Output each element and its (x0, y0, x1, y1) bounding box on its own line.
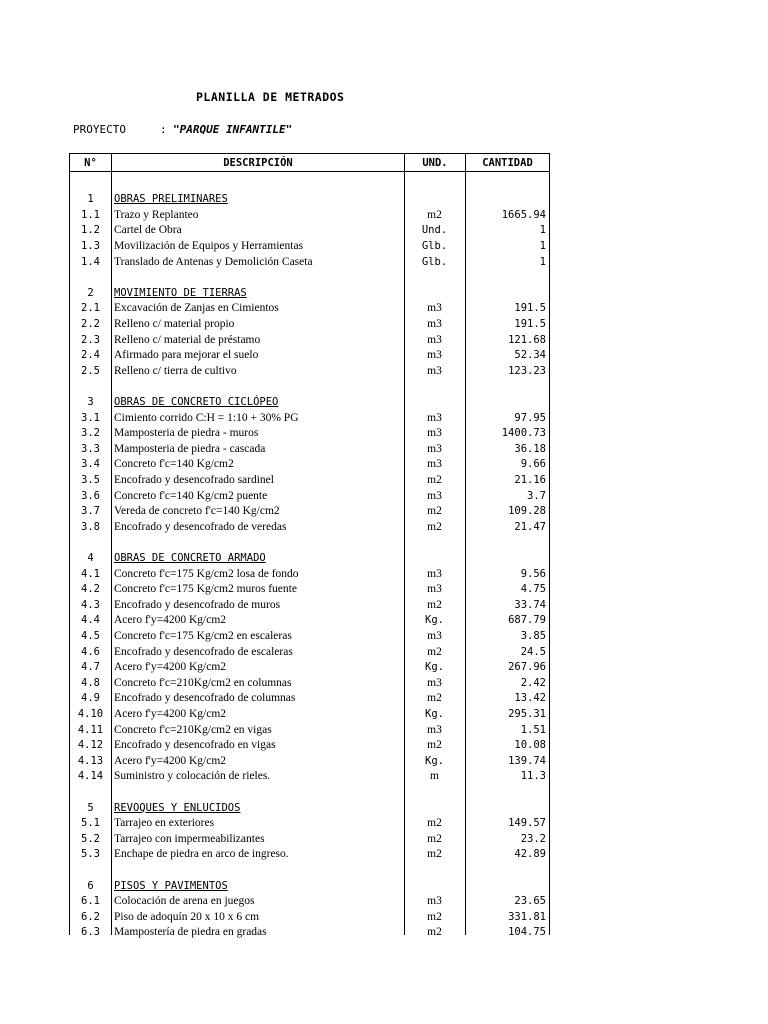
item-unit: m2 (427, 926, 442, 939)
item-number: 3.6 (81, 489, 100, 502)
item-quantity: 139.74 (508, 754, 546, 767)
section-row (70, 551, 549, 567)
item-description: Tarrajeo en exteriores (114, 817, 215, 830)
item-description: Concreto f'c=210Kg/cm2 en vigas (114, 723, 272, 736)
item-quantity: 687.79 (508, 614, 546, 627)
item-description: Acero f'y=4200 Kg/cm2 (114, 754, 227, 767)
item-unit: m3 (427, 676, 442, 689)
table-row (70, 333, 549, 349)
item-number: 2.4 (81, 349, 100, 362)
item-number: 1.1 (81, 208, 100, 221)
item-number: 4.7 (81, 661, 100, 674)
item-quantity: 23.65 (514, 895, 546, 908)
table-row (70, 754, 549, 770)
item-quantity: 109.28 (508, 505, 546, 518)
item-number: 2.3 (81, 333, 100, 346)
item-description: Encofrado y desencofrado en vigas (114, 739, 276, 752)
item-number: 4.1 (81, 567, 100, 580)
section-title: OBRAS DE CONCRETO ARMADO (114, 551, 266, 564)
project-colon: : (160, 123, 167, 136)
item-quantity: 33.74 (514, 598, 546, 611)
item-unit: Kg. (425, 661, 444, 674)
item-unit: Glb. (421, 239, 448, 252)
item-description: Afirmado para mejorar el suelo (114, 349, 259, 362)
item-number: 1 (87, 193, 94, 206)
section-row (70, 879, 549, 895)
item-description: Relleno c/ material propio (114, 317, 235, 330)
item-unit: m2 (427, 832, 442, 845)
item-number: 1.3 (81, 239, 100, 252)
item-unit: m3 (427, 364, 442, 377)
item-quantity: 3.85 (520, 629, 546, 642)
item-quantity: 42.89 (514, 848, 546, 861)
blank-row (70, 535, 549, 551)
item-number: 3.2 (81, 427, 100, 440)
project-label: PROYECTO (73, 123, 126, 136)
item-number: 1.4 (81, 255, 100, 268)
item-quantity: 191.5 (514, 302, 546, 315)
item-unit: m2 (427, 473, 442, 486)
table-row (70, 582, 549, 598)
item-number: 4.6 (81, 645, 100, 658)
section-row (70, 192, 549, 208)
item-description: Vereda de concreto f'c=140 Kg/cm2 (114, 505, 280, 518)
item-unit: m3 (427, 895, 442, 908)
item-description: Piso de adoquín 20 x 10 x 6 cm (114, 910, 260, 923)
document-title: PLANILLA DE METRADOS (196, 90, 345, 104)
table-row (70, 613, 549, 629)
header-quantity: CANTIDAD (482, 157, 533, 169)
item-quantity: 104.75 (508, 926, 546, 939)
item-unit: m3 (427, 349, 442, 362)
item-quantity: 2.42 (520, 676, 546, 689)
item-quantity: 1665.94 (501, 208, 546, 221)
section-title: OBRAS DE CONCRETO CICLÓPEO (114, 395, 279, 408)
item-description: Concreto f'c=175 Kg/cm2 en escaleras (114, 629, 292, 642)
metrados-table (69, 153, 550, 939)
blank-row (70, 785, 549, 801)
item-unit: m2 (427, 520, 442, 533)
item-quantity: 9.56 (520, 567, 546, 580)
item-description: Trazo y Replanteo (114, 208, 199, 221)
item-unit: m3 (427, 458, 442, 471)
table-row (70, 223, 549, 239)
blank-row (70, 177, 549, 193)
item-quantity: 1 (539, 255, 546, 268)
item-quantity: 121.68 (508, 333, 546, 346)
item-unit: m2 (427, 817, 442, 830)
item-description: Mamposteria de piedra - cascada (114, 442, 266, 455)
item-number: 3.7 (81, 505, 100, 518)
item-unit: m3 (427, 317, 442, 330)
section-title: PISOS Y PAVIMENTOS (114, 879, 228, 892)
item-number: 4.11 (77, 723, 104, 736)
item-unit: m3 (427, 567, 442, 580)
item-unit: m3 (427, 629, 442, 642)
item-description: Encofrado y desencofrado de escaleras (114, 645, 293, 658)
item-quantity: 1 (539, 224, 546, 237)
item-number: 3.3 (81, 442, 100, 455)
item-number: 1.2 (81, 224, 100, 237)
item-quantity: 21.16 (514, 473, 546, 486)
item-number: 4.8 (81, 676, 100, 689)
item-description: Encofrado y desencofrado sardinel (114, 473, 274, 486)
table-row (70, 520, 549, 536)
section-title: MOVIMIENTO DE TIERRAS (114, 286, 247, 299)
item-quantity: 13.42 (514, 692, 546, 705)
blank-row (70, 270, 549, 286)
item-number: 6 (87, 879, 94, 892)
item-unit: m3 (427, 427, 442, 440)
table-row (70, 489, 549, 505)
item-unit: m2 (427, 645, 442, 658)
blank-row (70, 379, 549, 395)
blank-row (70, 863, 549, 879)
item-unit: m2 (427, 692, 442, 705)
table-row (70, 208, 549, 224)
item-quantity: 52.34 (514, 349, 546, 362)
item-quantity: 1.51 (520, 723, 546, 736)
item-unit: Und. (421, 224, 448, 237)
item-quantity: 1400.73 (501, 427, 546, 440)
item-description: Encofrado y desencofrado de veredas (114, 520, 287, 533)
item-quantity: 4.75 (520, 583, 546, 596)
item-quantity: 1 (539, 239, 546, 252)
item-number: 3 (87, 395, 94, 408)
table-row (70, 769, 549, 785)
item-quantity: 9.66 (520, 458, 546, 471)
table-row (70, 645, 549, 661)
item-number: 6.2 (81, 910, 100, 923)
item-quantity: 331.81 (508, 910, 546, 923)
table-row (70, 504, 549, 520)
table-row (70, 598, 549, 614)
item-number: 4.13 (77, 754, 104, 767)
item-description: Enchape de piedra en arco de ingreso. (114, 848, 289, 861)
item-unit: m3 (427, 583, 442, 596)
section-row (70, 395, 549, 411)
item-number: 3.8 (81, 520, 100, 533)
item-description: Acero f'y=4200 Kg/cm2 (114, 707, 227, 720)
item-number: 5.1 (81, 817, 100, 830)
item-description: Acero f'y=4200 Kg/cm2 (114, 614, 227, 627)
item-number: 3.5 (81, 473, 100, 486)
table-row (70, 847, 549, 863)
item-number: 4.10 (77, 707, 104, 720)
item-quantity: 97.95 (514, 411, 546, 424)
item-number: 2 (87, 286, 94, 299)
table-row (70, 925, 549, 941)
item-number: 3.1 (81, 411, 100, 424)
table-row (70, 832, 549, 848)
item-number: 5 (87, 801, 94, 814)
item-description: Relleno c/ tierra de cultivo (114, 364, 237, 377)
item-number: 4.12 (77, 739, 104, 752)
item-number: 5.2 (81, 832, 100, 845)
item-unit: m2 (427, 739, 442, 752)
item-quantity: 24.5 (520, 645, 546, 658)
item-description: Cartel de Obra (114, 224, 182, 237)
item-number: 3.4 (81, 458, 100, 471)
header-unit: UND. (422, 157, 448, 169)
item-description: Encofrado y desencofrado de muros (114, 598, 281, 611)
item-description: Mamposteria de piedra - muros (114, 427, 259, 440)
item-description: Concreto f'c=175 Kg/cm2 losa de fondo (114, 567, 299, 580)
section-title: OBRAS PRELIMINARES (114, 193, 228, 206)
item-quantity: 149.57 (508, 817, 546, 830)
item-unit: m (430, 770, 439, 783)
item-number: 4.5 (81, 629, 100, 642)
table-row (70, 255, 549, 271)
item-description: Excavación de Zanjas en Cimientos (114, 302, 279, 315)
table-row (70, 239, 549, 255)
item-unit: Kg. (425, 614, 444, 627)
item-unit: m3 (427, 489, 442, 502)
project-name: "PARQUE INFANTILE" (173, 123, 293, 136)
item-unit: m2 (427, 848, 442, 861)
table-row (70, 738, 549, 754)
header-num: N° (84, 157, 97, 169)
table-row (70, 676, 549, 692)
item-number: 4.2 (81, 583, 100, 596)
table-row (70, 348, 549, 364)
item-quantity: 23.2 (520, 832, 546, 845)
item-unit: Kg. (425, 707, 444, 720)
item-unit: m2 (427, 598, 442, 611)
item-description: Tarrajeo con impermeabilizantes (114, 832, 265, 845)
item-quantity: 21.47 (514, 520, 546, 533)
item-number: 4.4 (81, 614, 100, 627)
item-description: Movilización de Equipos y Herramientas (114, 239, 304, 252)
table-row (70, 707, 549, 723)
table-row (70, 660, 549, 676)
table-row (70, 691, 549, 707)
item-number: 2.2 (81, 317, 100, 330)
table-row (70, 816, 549, 832)
item-unit: m2 (427, 208, 442, 221)
item-quantity: 11.3 (520, 770, 546, 783)
item-number: 4.3 (81, 598, 100, 611)
item-number: 6.3 (81, 926, 100, 939)
table-row (70, 317, 549, 333)
table-row (70, 473, 549, 489)
item-number: 4.9 (81, 692, 100, 705)
item-unit: m3 (427, 302, 442, 315)
table-row (70, 301, 549, 317)
item-description: Concreto f'c=140 Kg/cm2 (114, 458, 234, 471)
table-row (70, 910, 549, 926)
item-quantity: 267.96 (508, 661, 546, 674)
header-description: DESCRIPCIÓN (223, 157, 293, 169)
item-unit: m3 (427, 333, 442, 346)
item-unit: m3 (427, 442, 442, 455)
item-description: Colocación de arena en juegos (114, 895, 255, 908)
item-unit: Kg. (425, 754, 444, 767)
header-divider (70, 171, 549, 172)
item-unit: m2 (427, 505, 442, 518)
item-description: Suministro y colocación de rieles. (114, 770, 271, 783)
item-description: Cimiento corrido C:H = 1:10 + 30% PG (114, 411, 299, 424)
table-row (70, 629, 549, 645)
item-description: Concreto f'c=175 Kg/cm2 muros fuente (114, 583, 297, 596)
item-quantity: 123.23 (508, 364, 546, 377)
item-description: Concreto f'c=140 Kg/cm2 puente (114, 489, 268, 502)
item-description: Encofrado y desencofrado de columnas (114, 692, 296, 705)
table-row (70, 457, 549, 473)
table-row (70, 723, 549, 739)
item-number: 4.14 (77, 770, 104, 783)
table-row (70, 364, 549, 380)
item-description: Concreto f'c=210Kg/cm2 en columnas (114, 676, 292, 689)
table-row (70, 442, 549, 458)
section-title: REVOQUES Y ENLUCIDOS (114, 801, 241, 814)
item-description: Translado de Antenas y Demolición Caseta (114, 255, 313, 268)
table-row (70, 426, 549, 442)
item-unit: m2 (427, 910, 442, 923)
item-number: 4 (87, 551, 94, 564)
item-number: 6.1 (81, 895, 100, 908)
item-unit: m3 (427, 723, 442, 736)
table-row (70, 411, 549, 427)
table-row (70, 567, 549, 583)
item-description: Mampostería de piedra en gradas (114, 926, 267, 939)
item-quantity: 295.31 (508, 707, 546, 720)
item-quantity: 10.08 (514, 739, 546, 752)
section-row (70, 801, 549, 817)
item-number: 2.5 (81, 364, 100, 377)
table-row (70, 894, 549, 910)
item-quantity: 191.5 (514, 317, 546, 330)
item-quantity: 3.7 (527, 489, 546, 502)
item-unit: Glb. (421, 255, 448, 268)
item-quantity: 36.18 (514, 442, 546, 455)
item-unit: m3 (427, 411, 442, 424)
item-number: 5.3 (81, 848, 100, 861)
item-number: 2.1 (81, 302, 100, 315)
section-row (70, 286, 549, 302)
item-description: Relleno c/ material de préstamo (114, 333, 261, 346)
item-description: Acero f'y=4200 Kg/cm2 (114, 661, 227, 674)
